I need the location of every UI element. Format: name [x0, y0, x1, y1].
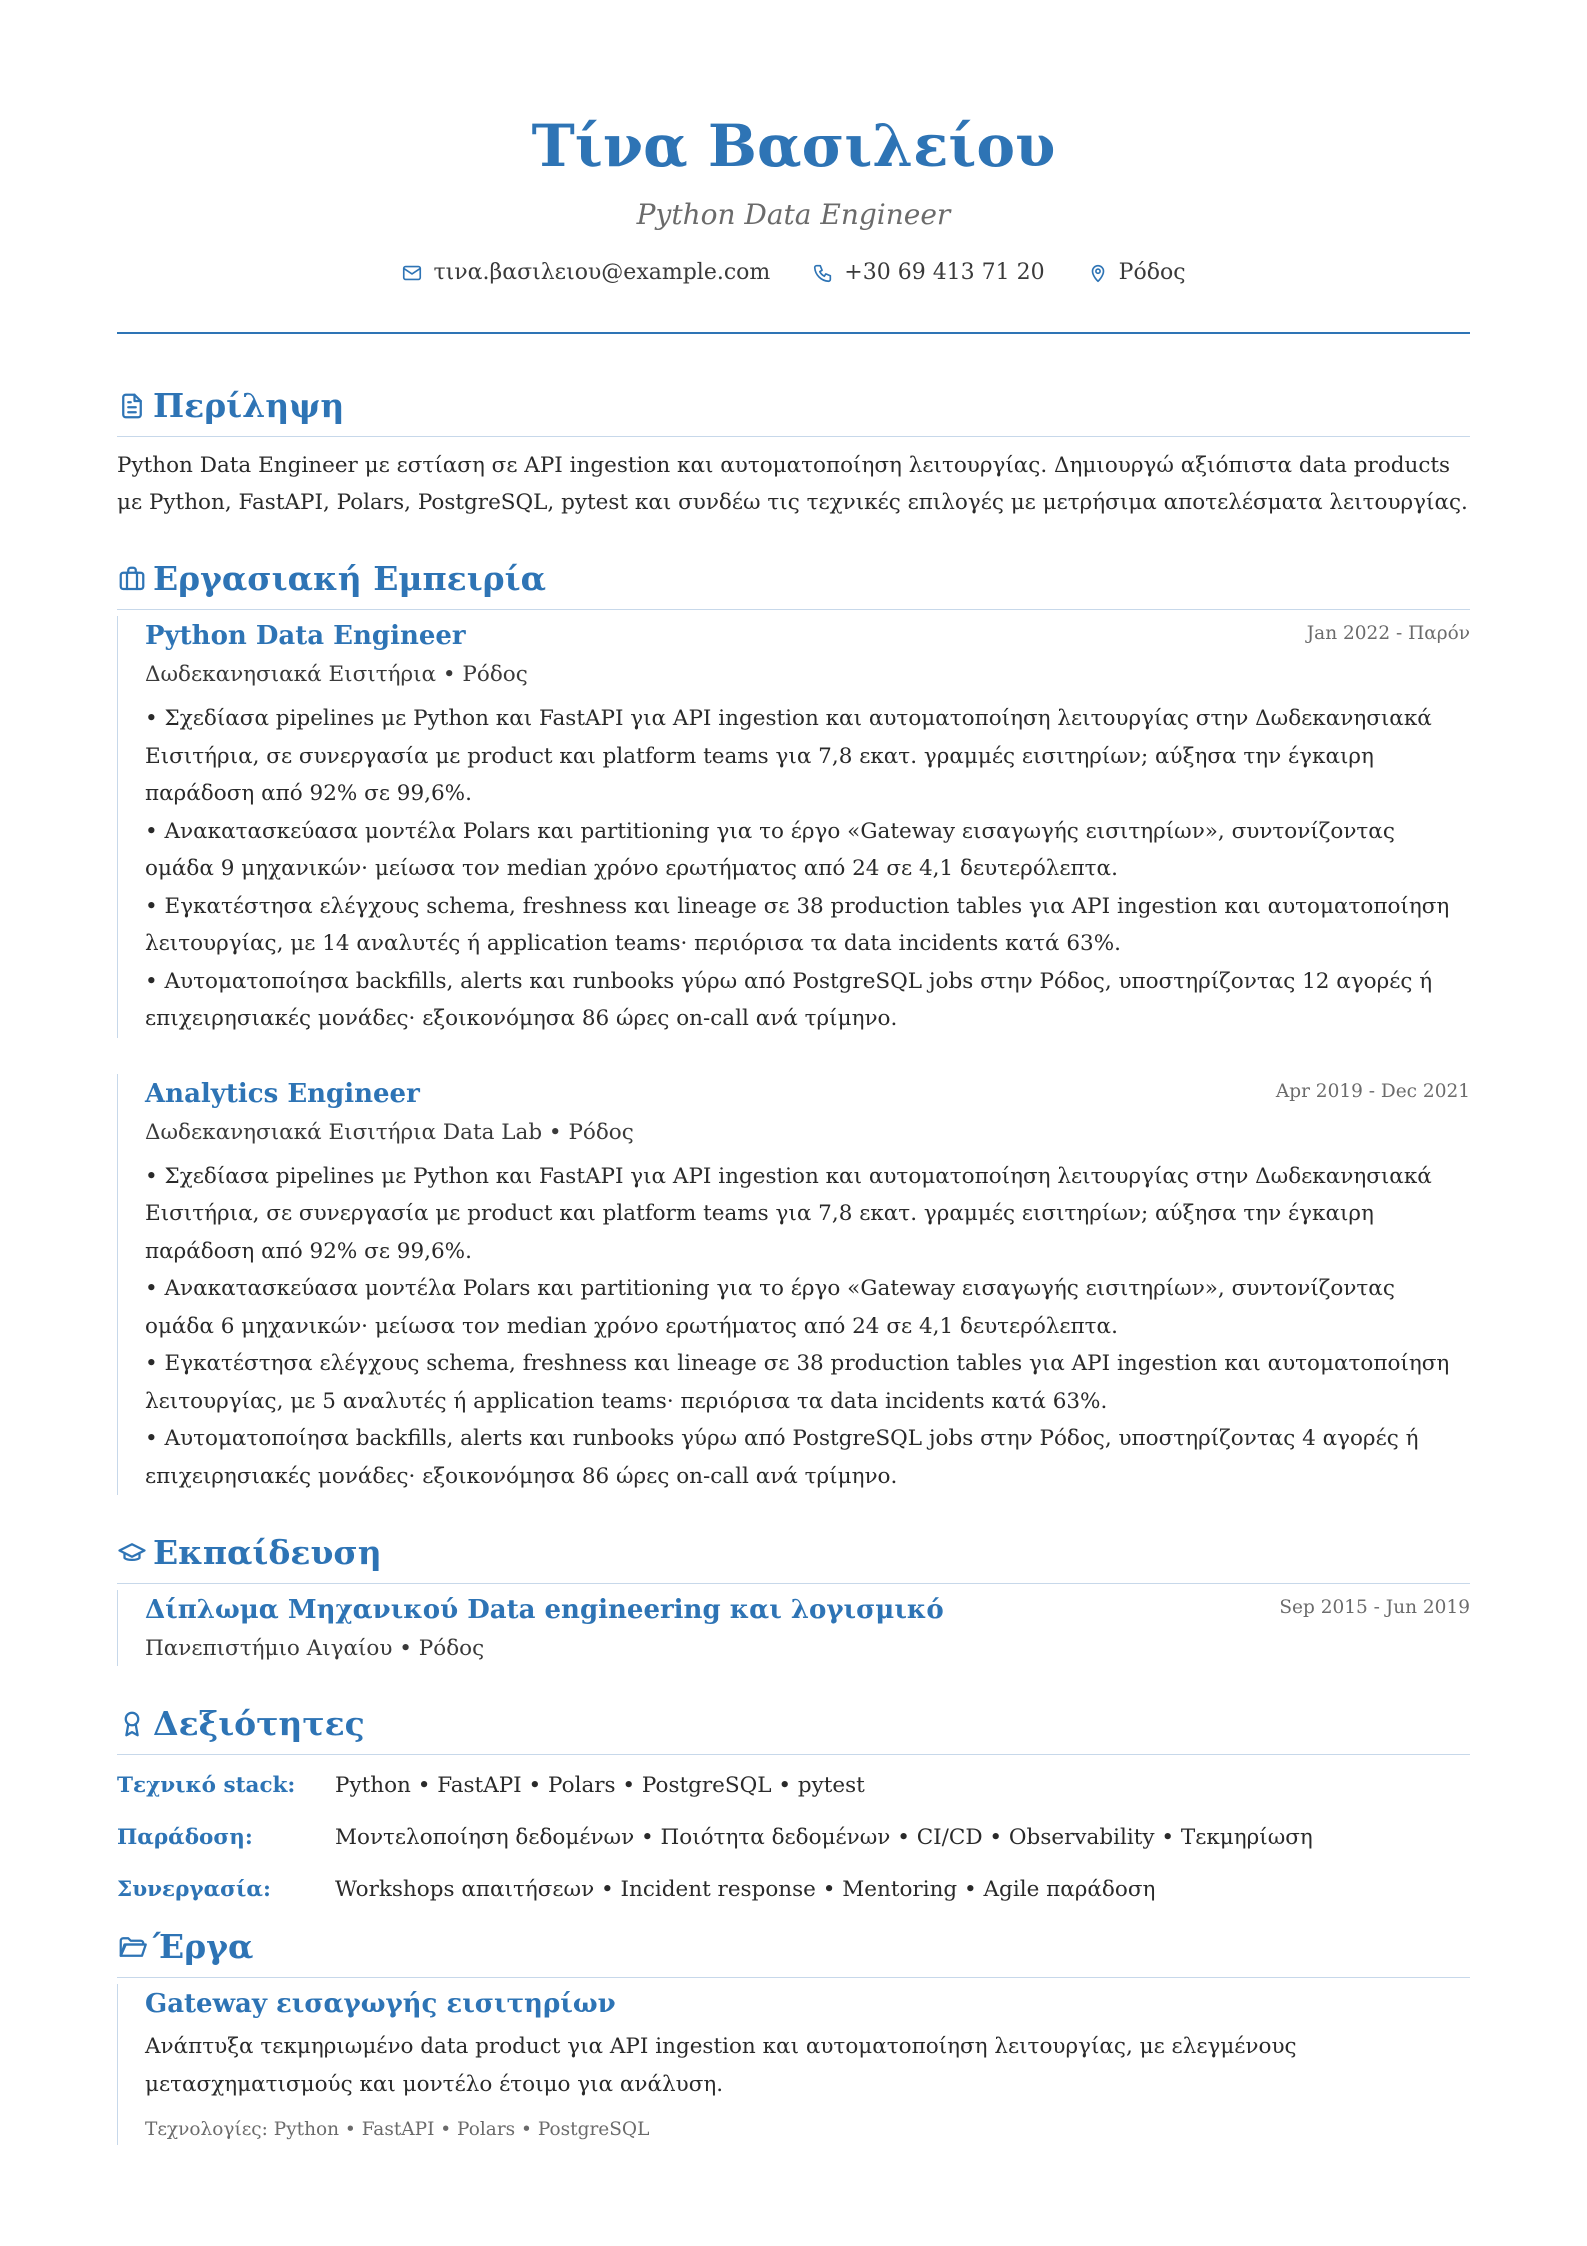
- skill-value: Workshops απαιτήσεων • Incident response • Mentoring • Agile παράδοση: [335, 1877, 1156, 1902]
- mail-icon: [401, 262, 423, 284]
- degree-institution: Πανεπιστήμιο Αιγαίου • Ρόδος: [145, 1636, 485, 1661]
- skill-row: [117, 1821, 1470, 1855]
- project-description: Ανάπτυξα τεκμηριωμένο data product για API ingestion και αυτοματοποίηση λειτουργίας, με ελεγμένους μετασχηματισμούς και μοντέλο έτοιμο για ανάλυση.: [145, 2034, 1297, 2097]
- job-bullets: [145, 700, 1470, 1038]
- job-bullet: • Ανακατασκεύασα μοντέλα Polars και partitioning για το έργο «Gateway εισαγωγής εισιτηρίων», συντονίζοντας ομάδα 6 μηχανικών· μείωσα τον median χρόνο ερωτήματος από 24 σε 4,1 δευτερόλεπτα.: [145, 1276, 1395, 1339]
- phone-icon: [812, 262, 834, 284]
- map-pin-icon: [1087, 262, 1109, 284]
- education-entry: [117, 1590, 1470, 1666]
- resume-header: [117, 0, 1470, 334]
- job-bullet: • Εγκατέστησα ελέγχους schema, freshness και lineage σε 38 production tables για API ingestion και αυτοματοποίηση λειτουργίας, με 14 αναλυτές ή application teams· περιόρισα τα data incidents κατά 63%.: [145, 893, 1450, 956]
- job-bullet: • Σχεδίασα pipelines με Python και FastAPI για API ingestion και αυτοματοποίηση λειτουργίας στην Δωδεκανησιακά Εισιτήρια, σε συνεργασία με product και platform teams για 7,8 εκατ. γραμμές εισιτηρίων; αύξησα την έγκαιρη παράδοση από 92% σε 99,6%.: [145, 1163, 1432, 1264]
- projects-section: [117, 1925, 1470, 2145]
- header-divider: [117, 332, 1470, 334]
- experience-entry: [117, 1074, 1470, 1496]
- skill-row: [117, 1873, 1470, 1907]
- contact-email[interactable]: [401, 258, 770, 288]
- project-tech: Τεχνολογίες: Python • FastAPI • Polars • PostgreSQL: [145, 2119, 650, 2140]
- contact-email-text: τινα.βασιλειου@example.com: [433, 260, 771, 285]
- award-icon: [117, 1709, 147, 1739]
- contact-phone-text: +30 69 413 71 20: [844, 260, 1045, 285]
- briefcase-icon: [117, 564, 147, 594]
- job-title: Python Data Engineer: [145, 621, 466, 651]
- experience-heading-text: Εργασιακή Εμπειρία: [153, 559, 546, 598]
- contact-location: [1087, 258, 1186, 288]
- degree-title: Δίπλωμα Μηχανικού Data engineering και λογισμικό: [145, 1595, 944, 1625]
- job-title: Analytics Engineer: [145, 1078, 420, 1109]
- job-date: Apr 2019 - Dec 2021: [1275, 1080, 1470, 1102]
- skills-list: [117, 1769, 1470, 1907]
- job-bullet: • Αυτοματοποίησα backfills, alerts και runbooks γύρω από PostgreSQL jobs στην Ρόδος, υποστηρίζοντας 12 αγορές ή επιχειρησιακές μονάδες· εξοικονόμησα 86 ώρες on-call ανά τρίμηνο.: [145, 968, 1433, 1031]
- folder-icon: [117, 1932, 147, 1962]
- skills-heading: [117, 1702, 1470, 1755]
- projects-heading-text: Έργα: [153, 1927, 254, 1966]
- job-company: Δωδεκανησιακά Εισιτήρια • Ρόδος: [145, 662, 528, 687]
- experience-entry: [117, 616, 1470, 1038]
- experience-heading: [117, 557, 1470, 610]
- education-section: [117, 1531, 1470, 1666]
- skill-value: Python • FastAPI • Polars • PostgreSQL • pytest: [335, 1773, 865, 1798]
- education-heading-text: Εκπαίδευση: [153, 1533, 382, 1572]
- summary-heading: [117, 384, 1470, 437]
- summary-section: [117, 384, 1470, 521]
- document-icon: [117, 391, 147, 421]
- project-title: Gateway εισαγωγής εισιτηρίων: [145, 1989, 616, 2019]
- contact-phone[interactable]: [812, 258, 1044, 288]
- job-bullets: [145, 1158, 1470, 1496]
- skills-heading-text: Δεξιότητες: [153, 1704, 365, 1743]
- job-company: Δωδεκανησιακά Εισιτήρια Data Lab • Ρόδος: [145, 1119, 634, 1145]
- contact-bar: [117, 258, 1470, 288]
- degree-date: Sep 2015 - Jun 2019: [1279, 1597, 1470, 1618]
- project-entry: [117, 1984, 1470, 2145]
- skills-section: [117, 1702, 1470, 1907]
- job-bullet: • Σχεδίασα pipelines με Python και FastAPI για API ingestion και αυτοματοποίηση λειτουργίας στην Δωδεκανησιακά Εισιτήρια, σε συνεργασία με product και platform teams για 7,8 εκατ. γραμμές εισιτηρίων; αύξησα την έγκαιρη παράδοση από 92% σε 99,6%.: [145, 706, 1432, 806]
- job-bullet: • Ανακατασκεύασα μοντέλα Polars και partitioning για το έργο «Gateway εισαγωγής εισιτηρίων», συντονίζοντας ομάδα 9 μηχανικών· μείωσα τον median χρόνο ερωτήματος από 24 σε 4,1 δευτερόλεπτα.: [145, 818, 1395, 881]
- skill-row: [117, 1769, 1470, 1803]
- candidate-name: Τίνα Βασιλείου: [531, 112, 1056, 180]
- contact-location-text: Ρόδος: [1118, 260, 1186, 285]
- job-bullet: • Εγκατέστησα ελέγχους schema, freshness και lineage σε 38 production tables για API ingestion και αυτοματοποίηση λειτουργίας, με 5 αναλυτές ή application teams· περιόρισα τα data incidents κατά 63%.: [145, 1351, 1450, 1414]
- candidate-role: Python Data Engineer: [636, 198, 951, 231]
- summary-heading-text: Περίληψη: [153, 386, 345, 425]
- job-bullet: • Αυτοματοποίησα backfills, alerts και runbooks γύρω από PostgreSQL jobs στην Ρόδος, υποστηρίζοντας 4 αγορές ή επιχειρησιακές μονάδες· εξοικονόμησα 86 ώρες on-call ανά τρίμηνο.: [145, 1426, 1419, 1489]
- skill-label: Παράδοση:: [117, 1825, 253, 1850]
- projects-heading: [117, 1925, 1470, 1978]
- graduation-cap-icon: [117, 1538, 147, 1568]
- experience-section: [117, 557, 1470, 1495]
- skill-label: Συνεργασία:: [117, 1877, 271, 1902]
- skill-value: Μοντελοποίηση δεδομένων • Ποιότητα δεδομένων • CI/CD • Observability • Τεκμηρίωση: [335, 1825, 1313, 1850]
- skill-label: Τεχνικό stack:: [117, 1773, 296, 1798]
- education-heading: [117, 1531, 1470, 1584]
- summary-text: Python Data Engineer με εστίαση σε API ingestion και αυτοματοποίηση λειτουργίας. Δημιουργώ αξιόπιστα data products με Python, FastAPI, Polars, PostgreSQL, pytest και συνδέω τις τεχνικές επιλογές με μετρήσιμα αποτελέσματα λειτουργίας.: [117, 453, 1468, 515]
- job-date: Jan 2022 - Παρόν: [1306, 623, 1470, 644]
